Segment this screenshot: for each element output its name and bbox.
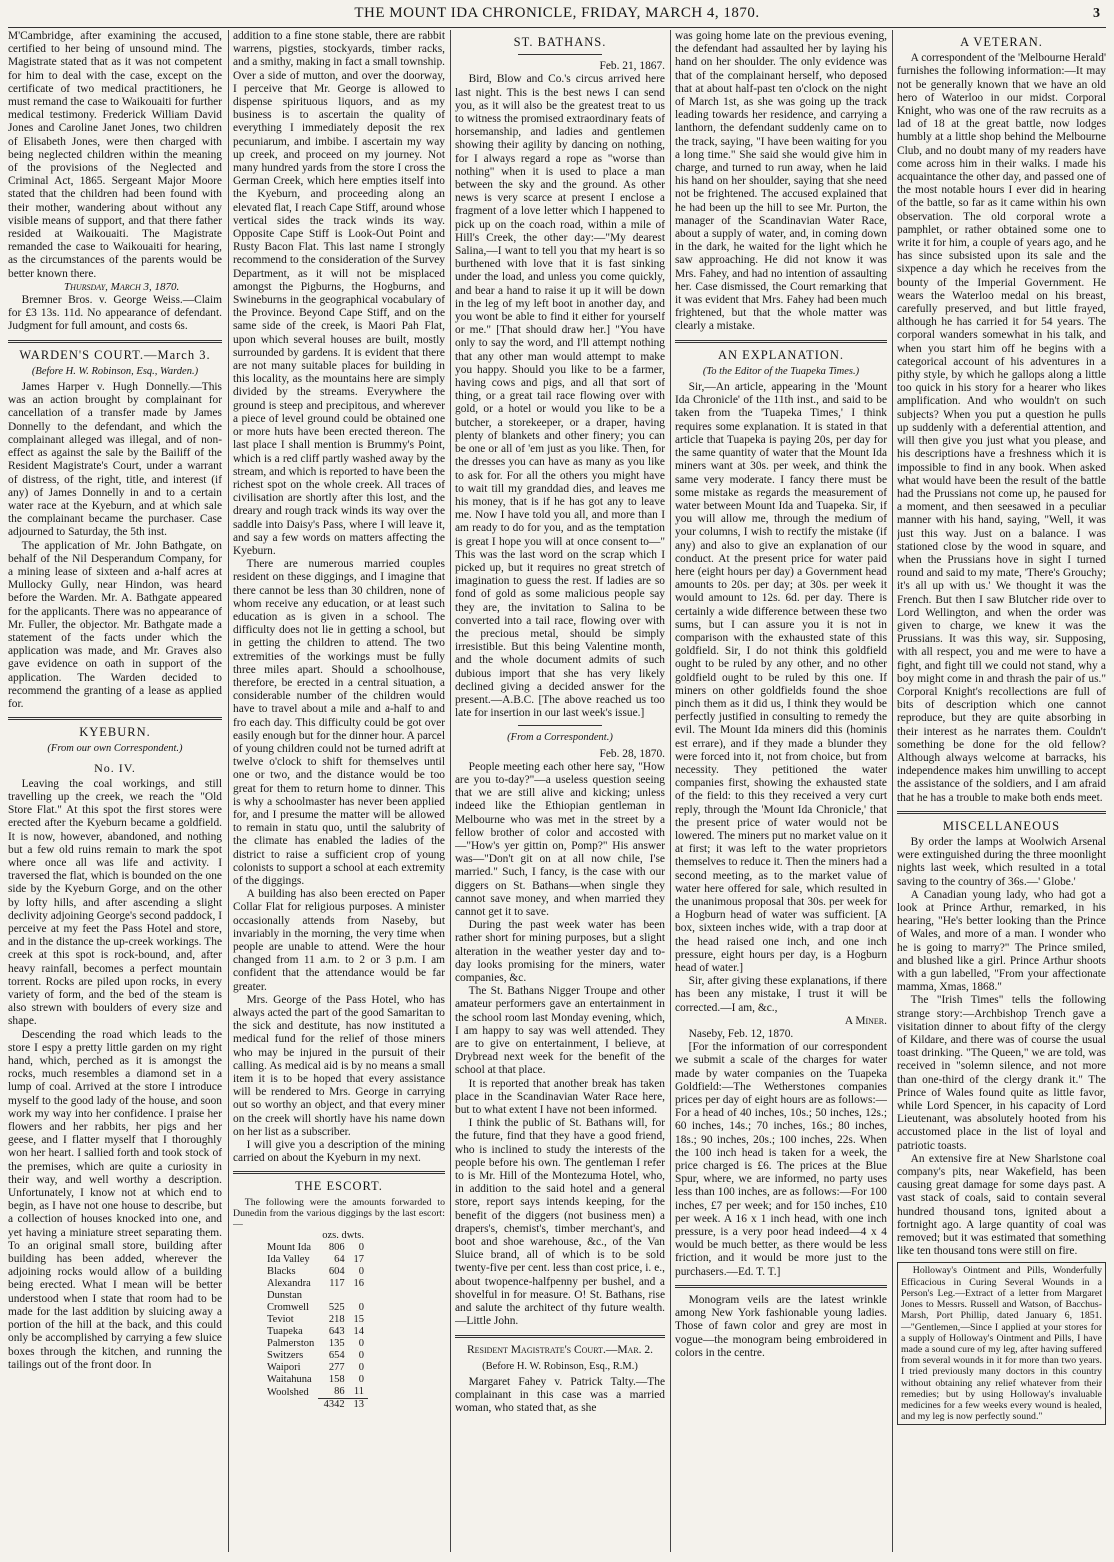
article-text: People meeting each other here say, "How are you to-day?"—a useless question seeing that we are still alive and kicking; unless indeed like the Ethiopian gentleman in Melbourne who was met in the street by a fellow brother of color and accosted with—"How's yer gittin on, Pomp?" His answer was—"Don't git on at all now chile, I'se married." Such, I fancy, is the case with our diggers on St. Bathans—when single they cannot save money, and when married they cannot get it to save. [455, 760, 665, 918]
section-divider [233, 1171, 445, 1174]
article-text: The "Irish Times" tells the following strange story:—Archbishop Trench gave a visitation dinner to about fifty of the clergy of Kildare, and there was of course the usual toast drinking. "The Queen," we are told, was received in "solemn silence, and not more than one-third of the clergy drank it." The Prince of Wales found quite as little favor, while Lord Spencer, in his capacity of Lord Lieutenant, was absolutely hooted from his accustomed place in the list of loyal and patriotic toasts. [897, 994, 1106, 1152]
advertisement [897, 1262, 1106, 1425]
section-heading: ST. BATHANS. [513, 35, 607, 49]
section-subheading: (From a Correspondent.) [507, 732, 613, 744]
dateline: Naseby, Feb. 12, 1870. [688, 1028, 794, 1041]
total-dwts: 13 [349, 1399, 368, 1412]
section-heading: A VETERAN. [960, 35, 1043, 49]
section-subheading: (Before H. W. Robinson, Esq., R.M.) [482, 1360, 638, 1372]
article-number: No. IV. [94, 760, 136, 775]
column-rule [228, 30, 229, 1552]
table-row: Blacks 604 0 [267, 1266, 364, 1278]
article-text: A correspondent of the 'Melbourne Herald' furnishes the following information:—It may not be generally known that we have an old hero of Waterloo in our midst. Corporal Knight, who was one of the raw recruits as a lad of 18 at the great battle, now lodges humbly at a little shop behind the Melbourne Club, and no doubt many of my readers have come across him in their walks. I made his acquaintance the other day, and passed one of the most notable hours I ever did in hearing of the battle, so far as it came within his own observation. The old corporal wrote a pamphlet, or rather obtained some one to write it for him, a couple of years ago, and he has since subsisted upon its sale and the sixpence a day which he receives from the bounty of the Imperial Government. He wears the Waterloo medal on his breast, carefully preserved, and but little frayed, although he has carried it for 54 years. The corporal wanders somewhat in his talk, and when you start him off he begins with a categorical account of his adventures in a pithy style, by which he gallops along a little too quick in his story for a hearer who likes amplification. And who wouldn't on such subjects? When you put a question he pulls up suddenly with a deferential attention, and will then give you just what you please, and his descriptions have a freshness which it is impossible to find in any book. When asked what would have been the result of the battle had the Prussians not come up, he paused for a moment, and then seesawed in a peculiar manner with his hand, saying, "Well, it was just this way. Just on a balance. I was stationed close by the wood in square, and when the Prussians hove in sight I turned round and said to my mate, 'There's Grouchy; it's all up with us.' We thought it was the French. But then I saw Blutcher ride over to Lord Wellington, and when the order was given to charge, we knew it was the Prussians. It was this way, sir. Supposing, with all respect, you and me were to have a fight, and fight till we could not stand, why a boy might come in and thrash the pair of us." Corporal Knight's recollections are full of bits of description which one cannot reproduce, but they are quite absorbing in their interest as he narrates them. Couldn't something be done for the old fellow? Although always welcome at barracks, his independence makes him unwilling to accept the assistance of the soldiers, and I am afraid that he has a trouble to make both ends meet. [897, 52, 1106, 804]
escort-table [263, 1230, 368, 1411]
dateline: Feb. 28, 1870. [599, 747, 665, 760]
article-text: I think the public of St. Bathans will, for the future, find that they have a good friend, who is inclined to study the interests of the people before his own. The gentleman I refer to is Mr. Hill of the Montezuma Hotel, who, in addition to the said hotel and a general store, report says intends keeping, for the benefit of the diggers (not business men) a drapers's, chemist's, timber merchant's, and boot and shoe warehouse, &c., of the Van Sluice brand, all of which is to be sold twenty-five per cent. less than cost price, i. e., about twopence-halfpenny per bushel, and a shovelful in for measure. O! St. Bathans, rise and salute the architect of thy future wealth.—Little John. [455, 1117, 665, 1328]
article-text: Mrs. George of the Pass Hotel, who has always acted the part of the good Samaritan to the sick and destitute, has now instituted a medical fund for the relief of those miners who may be injured in the pursuit of their calling. As medical aid is by no means a small item it is to be hoped that every assistance will be rendered to Mrs. George in carrying out so worthy an object, and that every miner on the creek will shortly have his name down on her list as a subscriber. [233, 993, 445, 1138]
column-1 [8, 30, 222, 1558]
advertisement-text: Holloway's Ointment and Pills, Wonderfully Efficacious in Curing Several Wounds in a Person's Leg.—Extract of a letter from Margaret Jones to Messrs. Russell and Watson, of Bacchus-Marsh, Port Phillip, dated January 6, 1851.—"Gentlemen,—Since I applied at your stores for a supply of Holloway's Ointment and Pills, I have made a sound cure of my leg, after having suffered from several wounds in it for more than two years. I tried previously many doctors in this country without obtaining any relief whatever from their remedies; but by using Holloway's invaluable medicines for a few weeks every wound is healed, and my leg is now perfectly sound." [901, 1265, 1102, 1423]
section-subheading: (To the Editor of the Tuapeka Times.) [702, 365, 860, 377]
column-4 [675, 30, 887, 1558]
table-row: Waipori 277 0 [267, 1362, 364, 1374]
column-rule [670, 30, 671, 1552]
masthead [0, 0, 1114, 30]
article-text: Monogram veils are the latest wrinkle among New York fashionable young ladies. Those of fawn color and grey are most in vogue—the monogram being embroidered in colors in the centre. [675, 1293, 887, 1359]
newspaper-title: THE MOUNT IDA CHRONICLE, FRIDAY, MARCH 4, 1870. [354, 5, 760, 21]
section-divider [8, 717, 222, 720]
article-text: [For the information of our correspondent we submit a scale of the charges for water made by water companies on the Tuapeka Goldfield:—The Wetherstones companies prices per day of eight hours are as follows:—For a head of 40 inches, 10s.; 50 inches, 12s.; 60 inches, 14s.; 70 inches, 16s.; 80 inches, 18s.; 90 inches, 20s.; 100 inches, 22s. When the 100 inch head is taken for a week, the price charged is £6. The prices at the Blue Spur, where, we are informed, no party uses less than 100 inches, are as follows:—For 100 inches, £7 per week; and for 150 inches, £10 per week. A 16 x 1 inch head, with one inch pressure, is a very poor head indeed—4 x 4 would be much better, as there would be less friction, and it would be more just to the purchasers.—Ed. T. T.] [675, 1041, 887, 1278]
signature: A Miner. [844, 1014, 887, 1027]
article-text: An extensive fire at New Sharlstone coal company's pits, near Wakefield, has been causing great damage for some days past. A vast stack of coals, said to contain several hundred thousand tons, ignited about a fortnight ago. A large quantity of coal was removed; but it was estimated that something like ten thousand tons were still on fire. [897, 1152, 1106, 1258]
units-header: ozs. dwts. [322, 1230, 364, 1242]
table-row: Dunstan [267, 1290, 302, 1302]
article-text: The St. Bathans Nigger Troupe and other amateur performers gave an entertainment in the school room last Monday evening, which, I am happy to say was well attended. They are to give on entertainment, I believe, at Drybread next week for the benefit of the school at that place. [455, 985, 665, 1077]
article-text: By order the lamps at Woolwich Arsenal were extinguished during the three moonlight nights last week, which resulted in a total saving to the country of 36s.—' Globe.' [897, 835, 1106, 888]
article-text: Sir,—An article, appearing in the 'Mount Ida Chronicle' of the 11th inst., and said to be taken from the 'Tuapeka Times,' I think requires some explanation. It is stated in that article that Tuapeka is paying 20s, per day for the same quantity of water that the Mount Ida miners want at 30s. per week, and think the same very moderate. I fancy there must be some mistake as regards the measurement of water between Mount Ida and Tuapeka. Sir, if you will allow me, through the medium of your columns, I wish to rectify the mistake (if any) and also to give an explanation of our conduct. At the present price for water paid here (eight hours per day) a Government head amounts to 20s. per day; at 30s. per week it would amount to 12s. 6d. per day. There is certainly a wide difference between these two sums, but I can assure you it is not in comparison with the exhausted state of this goldfield. Sir, I do not think this goldfield ought to be ruled by any other, and no other goldfield ought to be ruled by this one. If miners on other goldfields found the shoe pinch them as it did us, I think they would be perfectly justified in consulting to remedy the evil. The Mount Ida miners did this (hominis est errare), and if they made a blunder they were forced into it, not from choice, but from necessity. They petitioned the water companies first, showing the exhausted state of the field: to this they received a very curt reply, through the 'Mount Ida Chronicle,' that the present price of water would not be lowered. The miners put no market value on it at first; it was left to the water proprietors themselves to reduce it. Then the miners had a second meeting, as to the market value of water here offered for sale, which resulted in the unanimous proposal that 30s. per week for a Hogburn head of water was sufficient. [A box, sixteen inches wide, with a trap door at the head raised one inch, and one inch pressure, eight hours per day, is a Hogburn head of water.] [675, 381, 887, 975]
article-text: Descending the road which leads to the store I espy a pretty little garden on my right hand, which, perched as it is amongst the rocks, much resembles a diamond set in a lump of coal. Arrived at the store I introduce myself to the good lady of the house, and soon work my way into her confidence. I praise her flowers and her rabbits, her pigs and her geese, and I flatter myself that I thoroughly won her heart. I sallied forth and took stock of the premises, which are quite a curiosity in their way, and well worthy a description. Unfortunately, I know not at which end to begin, as I have not one house to describe, but a collection of houses knocked into one, and yet having a miniature street separating them. To an original small store, building after building has been added, wherever the adjoining rocks would allow of a building being erected. What I mean will be better understood when I state that room had to be made for the last addition by sluicing away a portion of the hill at the back, and this could only be accomplished by carrying a few sluice boxes through the kitchen, and running the tailings out of the front door. In [8, 1028, 222, 1371]
table-row: Alexandra 117 16 [267, 1278, 364, 1290]
table-row: Waitahuna 158 0 [267, 1374, 364, 1386]
page-number: 3 [1093, 6, 1100, 21]
article-text: The application of Mr. John Bathgate, on behalf of the Nil Desperandum Company, for a mining lease of sixteen and a-half acres at Mullocky Gully, near Hindon, was heard before the Warden. Mr. A. Bathgate appeared for the applicants. There was no appearance of Mr. Fuller, the objector. Mr. Bathgate made a statement of the facts under which the application was made, and Mr. Graves also gave evidence on oath in support of the application. The Warden decided to recommend the granting of a lease as applied for. [8, 539, 222, 710]
section-divider [675, 1285, 887, 1288]
table-row: Tuapeka 643 14 [267, 1326, 364, 1338]
section-heading: Resident Magistrate's Court.—Mar. 2. [466, 1343, 654, 1356]
table-row: Palmerston 135 0 [267, 1338, 364, 1350]
section-heading: THE ESCORT. [295, 1179, 383, 1194]
article-text: Margaret Fahey v. Patrick Talty.—The complainant in this case was a married woman, who stated that, as she [455, 1375, 665, 1415]
article-text: I will give you a description of the mining carried on about the Kyeburn in my next. [233, 1139, 445, 1165]
column-rule [450, 30, 451, 1552]
section-divider [675, 340, 887, 343]
section-subheading: (Before H. W. Robinson, Esq., Warden.) [31, 365, 199, 377]
masthead-rule [8, 27, 1106, 28]
total-ozs: 4342 [318, 1399, 348, 1412]
article-text: Bird, Blow and Co.'s circus arrived here last night. This is the best news I can send you, as it will also be the greatest treat to us to witness the promised extraordinary feats of horsemanship, and ladies and gentlemen showing their agility by dancing on nothing, for I always regard a rope as "worse than nothing" when it is used to place a man between the sky and the ground. As other news is very scarce at present I enclose a fragment of a love letter which I happened to pick up on the coach road, within a mile of Hill's Creek, the other day:—"My dearest Salina,—I want to tell you that my heart is so burthened with love that it is fast sinking under the load, and unless you come quickly, and bear a hand to raise it up it will be down in the leg of my left boot in another day, and you wont be able to find it either for yourself or me." [That should draw her.] "You have only to say the word, and I'll attempt nothing that any other man would attempt to make you happy. Should you like to be a farmer, having cows and pigs, and all that sort of thing, or a great tail race flowing over with gold, or a hotel or would you like to be a butcher, a storekeeper, or a draper, having plenty of blankets and other finery; you can be one or all of 'em just as you like. Then, for the dresses you can have as many as you like to ask for. For all the others you might have to wait till my granddad dies, and leaves me his money, that is if he has got any to leave me. Now I have told you all, and more than I am ready to do for you, and as the temptation is great I hope you will at once consent to—" This was the last word on the scrap which I picked up, but it requires no great stretch of imagination to guess the rest. If ladies are so fond of gold as some malicious people say they are, the invitation to Salina to be converted into a tail race, flowing over with the precious metal, should be simply irresistible. But this being Valentine month, and the whole document admits of such dubious import that she has very likely declined giving a decided answer for the present.—A.B.C. [The above reached us too late for insertion in our last week's issue.] [455, 73, 665, 720]
section-heading: WARDEN'S COURT.—March 3. [19, 347, 211, 362]
article-text: During the past week water has been rather short for mining purposes, but a slight alteration in the weather yester day and to-day looks promising for the miners, water companies, &c. [455, 919, 665, 985]
section-divider [897, 811, 1106, 814]
section-heading: MISCELLANEOUS [942, 818, 1061, 833]
section-subheading: (From our own Correspondent.) [47, 743, 183, 755]
table-row: Cromwell 525 0 [267, 1302, 364, 1314]
section-heading: AN EXPLANATION. [717, 347, 845, 362]
table-total-row [263, 1399, 368, 1412]
section-divider [455, 1335, 665, 1338]
article-text: was going home late on the previous evening, the defendant had assaulted her by laying his hand on her shoulder. The only evidence was that of the complainant herself, who deposed that at about half-past ten o'clock on the night of March 1st, as she was going up the track leading towards her residence, and carrying a lanthorn, the defendant suddenly came on to the track, saying, "I have been waiting for you a long time." She said she would give him in charge, and turned to run away, when he laid his hand on her shoulder, saying that she need not be frightened. The accused explained that he had been up the hill to see Mr. Purton, the manager of the Scandinavian Water Race, about a supply of water, and, in coming down in the dark, he waited for the light which he saw approaching. He did not know it was Mrs. Fahey, and had no intention of assaulting her. Case dismissed, the Court remarking that it was evident that Mrs. Fahey had been much frightened, but that the whole matter was clearly a mistake. [675, 30, 887, 333]
article-text: There are numerous married couples resident on these diggings, and I imagine that there cannot be less than 30 children, none of whom receive any education, or at least such education as is given in a school. The difficulty does not lie in getting a school, but in getting the children to attend. The two extremities of the workings must be fully three miles apart. Should a schoolhouse, therefore, be erected in a central situation, a considerable number of the children would have to travel about a mile and a-half to and fro each day. This difficulty could be got over easily enough but for the dinner hour. A parcel of young children could not be turned adrift at twelve o'clock to shift for themselves until one or two, and the distance would be too great for them to return home to dinner. This is why a schoolmaster has never been applied for, and I presume the matter will be allowed to remain in statu quo, until the salubrity of the climate has enabled the ladies of the district to raise a sufficient crop of young colonists to support a school at each extremity of the diggings. [233, 558, 445, 887]
short-divider [518, 725, 602, 726]
article-text: It is reported that another break has taken place in the Scandinavian Water Race here, but to what extent I have not been informed. [455, 1077, 665, 1117]
article-text: Leaving the coal workings, and still travelling up the creek, we reach the "Old Store Flat." At this spot the first stores were erected after the Kyeburn became a goldfield. It is now, however, abandoned, and nothing but a few old ruins remain to mark the spot where once all was life and activity. I traversed the flat, which is bounded on the one side by the Kyeburn Gorge, and on the other by lofty hills, and after ascending a slight declivity adjoining George's second paddock, I perceive at my feet the Pass Hotel and store, and in the distance the up-creek workings. The creek at this spot is rock-bound, and, after heavy rainfall, becomes a perfect mountain torrent. Rocks are piled upon rocks, in every variety of form, and the bed of the steam is also strewn with boulders of every size and shape. [8, 777, 222, 1028]
dateline: Feb. 21, 1867. [599, 60, 665, 73]
article-text: addition to a fine stone stable, there are rabbit warrens, pigsties, stockyards, timber racks, and a smithy, making in fact a small township. Over a side of mutton, and over the doorway, I perceive that Mr. George is allowed to dispense spirituous liquors, and as my business is to ascertain the quality of everything I immediately deposit the rex pecuniarum, and imbibe. I ascertain my way up creek, and proceed on my journey. Not many hundred yards from the store I cross the German Creek, which here empties itself into the Kyeburn, and proceeding along an elevated flat, I reach Cape Stiff, around whose vertical sides the track winds its way. Opposite Cape Stiff is Look-Out Point and Rusty Bacon Flat. This last name I strongly recommend to the consideration of the Survey Department, as it will not be misplaced amongst the Pigburns, the Hogburns, and Swineburns in the geographical vocabulary of the Province. Beyond Cape Stiff, and on the same side of the creek, is Maori Pah Flat, upon which several houses are built, mostly surrounded by gardens. It is evident that there are not many suitable places for building in this locality, as the mountains here are simply divided by the streams. Everywhere the ground is steep and precipitous, and wherever a piece of level ground could be obtained one or more huts have been erected thereon. The last place I shall mention is Brummy's Point, which is a red cliff partly washed away by the stream, and which is reported to have been the richest spot on the whole creek. All traces of civilisation are shortly after this lost, and the dreary and rough track winds its way over the saddle into Daisy's Pass, where I will leave it, and say a few words on matters affecting the Kyeburn. [233, 30, 445, 557]
table-row: Ida Valley 64 17 [267, 1254, 364, 1266]
table-row: Teviot 218 15 [267, 1314, 364, 1326]
article-text: Bremner Bros. v. George Weiss.—Claim for £3 13s. 11d. No appearance of defendant. Judgment for full amount, and costs 6s. [8, 294, 222, 333]
column-2 [233, 30, 445, 1558]
column-5 [897, 30, 1106, 1558]
table-row: Mount Ida 806 0 [267, 1242, 364, 1254]
column-rule [892, 30, 893, 1552]
section-heading: KYEBURN. [79, 725, 151, 740]
article-text: A Canadian young lady, who had got a look at Prince Arthur, remarked, in his hearing, "He's better looking than the Prince of Wales, and more of a man. I wonder who he is going to marry?" The Prince smiled, and blushed like a girl. Prince Arthur shoots with a gun labelled, "From your affectionate mamma, Xmas, 1868." [897, 888, 1106, 994]
article-text: M'Cambridge, after examining the accused, certified to her being of unsound mind. The Magistrate stated that as it was not competent for him to deal with the case, except on the certificate of two medical practitioners, he must remand the case to Waikouaiti for further medical testimony. Frederick William David Jones and Caroline Janet Jones, two children of Elisabeth Jones, were then charged with being neglected children within the meaning of the provisions of the Neglected and Criminal Act, 1865. Sergeant Major Moore stated that the children had been found with their mother, wandering about without any visible means of support, and that there father resided at Waikouaiti. The Magistrate remanded the case to Waikouaiti for hearing, as the circumstances of the parents would be better known there. [8, 30, 222, 280]
escort-intro: The following were the amounts forwarded to Dunedin from the various diggings by the last escort:— [233, 1196, 445, 1231]
column-3 [455, 30, 665, 1558]
short-divider [518, 54, 602, 55]
table-header-row [263, 1230, 368, 1242]
table-row: Switzers 654 0 [267, 1350, 364, 1362]
article-text: James Harper v. Hugh Donnelly.—This was an action brought by complainant for cancellation of a transfer made by James Donnelly to the defendant, and which the complainant alleged was illegal, and of non-effect as against the sale by the Bailiff of the Resident Magistrate's Court, under a warrant of distress, of the right, title, and interest (if any) of James Donnelly in and to a certain water race at the Kyeburn, and at which sale the complainant became the purchaser. Case adjourned to Saturday, the 5th inst. [8, 381, 222, 539]
article-text: A building has also been erected on Paper Collar Flat for religious purposes. A minister occasionally attends from Naseby, but invariably in the morning, the very time when people are unable to attend. Were the hour changed from 11 a.m. to 2 or 3 p.m. I am confident that the attendance would be far greater. [233, 888, 445, 993]
table-row: Woolshed 86 11 [267, 1386, 364, 1398]
article-text: Sir, after giving these explanations, if there has been any mistake, I trust it will be corrected.—I am, &c., [675, 975, 887, 1014]
court-date: Thursday, March 3, 1870. [63, 280, 180, 293]
section-divider [8, 340, 222, 343]
